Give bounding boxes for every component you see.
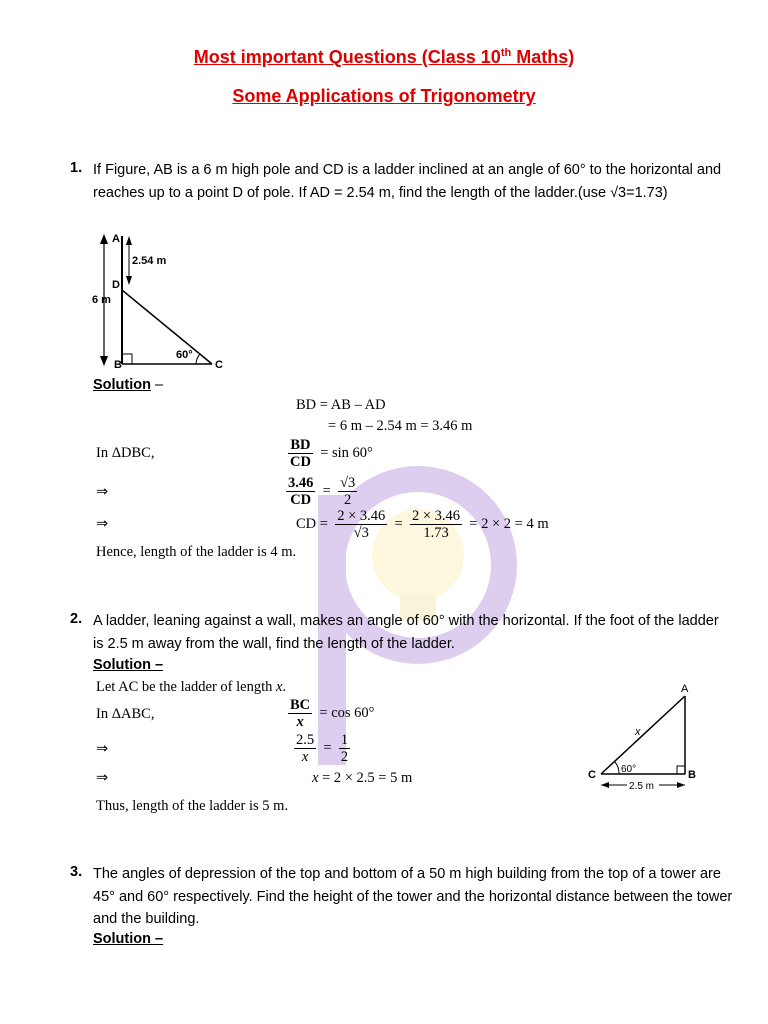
q2-eq-x: x = 2 × 2.5 = 5 m <box>312 770 413 786</box>
q1-conclusion: Hence, length of the ladder is 4 m. <box>96 544 297 560</box>
label-base: 2.5 m <box>629 781 655 792</box>
dim-6m-arrow-bottom <box>100 356 108 366</box>
q1-eq-bd-value: = 6 m – 2.54 m = 3.46 m <box>328 418 473 434</box>
angle-arc <box>615 762 619 774</box>
question-1-solution-label: Solution – <box>93 377 164 393</box>
label-d: D <box>112 279 120 291</box>
q1-in-triangle: In ΔDBC, <box>96 445 155 461</box>
question-1-text: If Figure, AB is a 6 m high pole and CD is a ladder inclined at an angle of 60° to the horizontal and reaches up to a point D of pole. If AD = 2.54 m, find the length of the ladder.(use √3=1.73) <box>93 162 722 201</box>
q2-eq-cos: $\frac{BC}{x}$ = cos 60° <box>290 697 375 730</box>
page-title: Most important Questions (Class 10th Maths) <box>193 47 575 67</box>
right-angle-mark <box>677 766 685 774</box>
dim-6m-arrow-top <box>100 234 108 244</box>
q1-eq-cd: CD = $\frac{2 \times 3.46}{√3}$ = $\frac{2 \times 3.46}{1.73}$ = 2 × 2 = 4 m <box>296 508 549 541</box>
label-a: A <box>112 233 120 245</box>
q1-eq-sin: $\frac{BD}{CD}$ = sin 60° <box>290 437 373 470</box>
label-b: B <box>688 769 696 781</box>
dim-base-arrow-right <box>677 782 685 788</box>
question-1-figure <box>88 230 238 375</box>
label-angle: 60° <box>621 764 637 775</box>
q1-implies-1: ⇒ <box>96 484 109 500</box>
question-2-number: 2. <box>70 611 83 627</box>
q2-conclusion: Thus, length of the ladder is 5 m. <box>96 798 289 814</box>
label-x: x <box>635 726 641 738</box>
q2-let: Let AC be the ladder of length x. <box>96 679 287 695</box>
question-3-number: 3. <box>70 864 83 880</box>
dim-base-arrow-left <box>601 782 609 788</box>
label-6m: 6 m <box>92 294 111 306</box>
question-3-solution-label: Solution – <box>93 931 164 947</box>
label-c: C <box>588 769 596 781</box>
q1-implies-2: ⇒ <box>96 516 109 532</box>
label-a: A <box>681 683 689 695</box>
label-c: C <box>215 359 223 371</box>
q2-implies-2: ⇒ <box>96 770 109 786</box>
page-subtitle: Some Applications of Trigonometry <box>232 86 536 106</box>
label-b: B <box>114 359 122 371</box>
q2-in-triangle: In ΔABC, <box>96 706 155 722</box>
right-angle-mark <box>122 354 132 364</box>
q1-eq-bd: BD = AB – AD <box>296 397 386 413</box>
q2-implies-1: ⇒ <box>96 741 109 757</box>
q1-eq-ratio: $\frac{3.46}{CD}$ = $\frac{√3}{2}$ <box>288 475 356 508</box>
dim-ad-arrow-top <box>126 236 132 245</box>
question-3-text: The angles of depression of the top and bottom of a 50 m high building from the top of a tower are 45° and 60° respectively. Find the height of the tower and the horizontal distance between the tower and the building. <box>93 866 733 927</box>
question-2-text: A ladder, leaning against a wall, makes an angle of 60° with the horizontal. If the foot of the ladder is 2.5 m away from the wall, find the length of the ladder. <box>93 613 719 652</box>
dim-ad-arrow-bottom <box>126 276 132 285</box>
ladder-dc <box>122 290 212 364</box>
question-1-number: 1. <box>70 160 83 176</box>
q2-eq-ratio: $\frac{2.5}{x}$ = $\frac{1}{2}$ <box>296 732 349 765</box>
label-angle: 60° <box>176 349 193 361</box>
angle-arc <box>196 354 200 364</box>
question-2-figure <box>585 682 715 797</box>
ladder-ac <box>601 696 685 774</box>
question-2-solution-label: Solution – <box>93 657 164 673</box>
label-ad: 2.54 m <box>132 255 167 267</box>
